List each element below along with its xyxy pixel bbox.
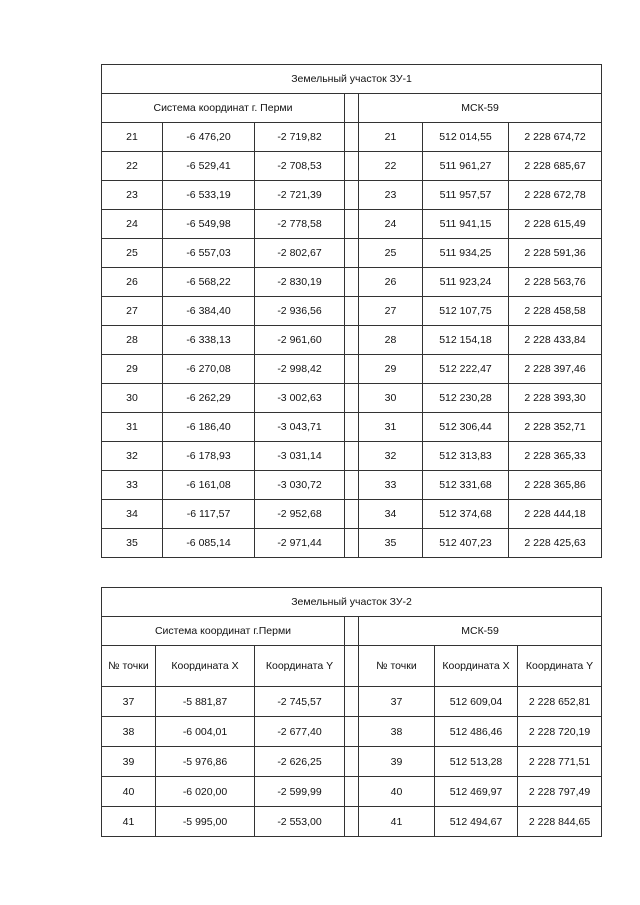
table-row — [102, 807, 602, 837]
column-gap — [345, 617, 359, 646]
coordinate-x-cell: 511 923,24 — [423, 268, 509, 297]
table-row — [102, 297, 602, 326]
point-number-cell: 28 — [102, 326, 163, 355]
coordinate-y-cell: -2 553,00 — [255, 807, 345, 837]
coordinate-y-cell: 2 228 397,46 — [509, 355, 602, 384]
point-number-cell: 34 — [359, 500, 423, 529]
coordinate-y-cell: -3 002,63 — [255, 384, 345, 413]
coordinate-x-cell: 512 331,68 — [423, 471, 509, 500]
coordinate-x-cell: 512 609,04 — [435, 687, 518, 717]
coordinate-y-cell: -2 719,82 — [255, 123, 345, 152]
table-row — [102, 413, 602, 442]
coordinate-x-cell: 512 014,55 — [423, 123, 509, 152]
column-gap — [345, 94, 359, 123]
table-row — [102, 442, 602, 471]
point-number-cell: 28 — [359, 326, 423, 355]
column-gap — [345, 268, 359, 297]
coordinate-x-cell: -6 270,08 — [163, 355, 255, 384]
column-gap — [345, 384, 359, 413]
table-row — [102, 687, 602, 717]
point-number-cell: 21 — [102, 123, 163, 152]
point-number-cell: 26 — [359, 268, 423, 297]
coordinate-y-cell: 2 228 425,63 — [509, 529, 602, 558]
point-number-cell: 30 — [359, 384, 423, 413]
coordinate-x-cell: 512 407,23 — [423, 529, 509, 558]
point-number-cell: 38 — [359, 717, 435, 747]
coordinate-x-cell: -6 568,22 — [163, 268, 255, 297]
coordinate-y-cell: -2 971,44 — [255, 529, 345, 558]
column-gap — [345, 687, 359, 717]
coordinate-y-cell: 2 228 720,19 — [518, 717, 602, 747]
point-number-cell: 25 — [102, 239, 163, 268]
point-number-cell: 33 — [102, 471, 163, 500]
point-number-cell: 35 — [359, 529, 423, 558]
point-number-cell: 27 — [102, 297, 163, 326]
point-number-cell: 37 — [359, 687, 435, 717]
point-number-cell: 22 — [359, 152, 423, 181]
coordinate-y-cell: -3 031,14 — [255, 442, 345, 471]
coordinate-y-cell: 2 228 797,49 — [518, 777, 602, 807]
column-gap — [345, 152, 359, 181]
coordinate-y-cell: 2 228 444,18 — [509, 500, 602, 529]
point-number-cell: 23 — [102, 181, 163, 210]
coordinate-x-cell: -5 881,87 — [156, 687, 255, 717]
column-gap — [345, 413, 359, 442]
point-number-cell: 39 — [359, 747, 435, 777]
coordinate-y-cell: -2 599,99 — [255, 777, 345, 807]
left-coordinate-system-header: Система координат г.Перми — [102, 617, 345, 646]
coordinate-y-cell: -2 778,58 — [255, 210, 345, 239]
coordinate-y-cell: 2 228 458,58 — [509, 297, 602, 326]
coordinate-x-cell: -6 529,41 — [163, 152, 255, 181]
right-coordinate-system-header: МСК-59 — [359, 94, 602, 123]
coordinate-x-cell: -5 976,86 — [156, 747, 255, 777]
coordinate-x-cell: -6 262,29 — [163, 384, 255, 413]
column-gap — [345, 747, 359, 777]
coordinate-y-cell: -2 626,25 — [255, 747, 345, 777]
coordinate-y-cell: -3 043,71 — [255, 413, 345, 442]
land-plot-zu2-table — [101, 587, 602, 837]
table-row — [102, 355, 602, 384]
table-row — [102, 326, 602, 355]
point-number-cell: 27 — [359, 297, 423, 326]
coordinate-y-cell: 2 228 393,30 — [509, 384, 602, 413]
coordinate-x-cell: 512 154,18 — [423, 326, 509, 355]
coordinate-y-cell: -2 952,68 — [255, 500, 345, 529]
point-number-cell: 37 — [102, 687, 156, 717]
coordinate-y-cell: 2 228 563,76 — [509, 268, 602, 297]
left-coordinate-system-header: Система координат г. Перми — [102, 94, 345, 123]
coordinate-y-cell: -2 708,53 — [255, 152, 345, 181]
coordinate-x-cell: -6 178,93 — [163, 442, 255, 471]
point-number-cell: 35 — [102, 529, 163, 558]
column-header-point-number: № точки — [359, 646, 435, 687]
coordinate-y-cell: 2 228 844,65 — [518, 807, 602, 837]
point-number-cell: 41 — [102, 807, 156, 837]
coordinate-x-cell: -6 020,00 — [156, 777, 255, 807]
coordinate-x-cell: 512 469,97 — [435, 777, 518, 807]
table-row — [102, 384, 602, 413]
coordinate-y-cell: 2 228 365,33 — [509, 442, 602, 471]
point-number-cell: 38 — [102, 717, 156, 747]
table-row — [102, 500, 602, 529]
coordinate-x-cell: -6 557,03 — [163, 239, 255, 268]
point-number-cell: 31 — [359, 413, 423, 442]
point-number-cell: 33 — [359, 471, 423, 500]
table-row — [102, 529, 602, 558]
column-gap — [345, 500, 359, 529]
coordinate-y-cell: -2 936,56 — [255, 297, 345, 326]
column-gap — [345, 807, 359, 837]
point-number-cell: 32 — [102, 442, 163, 471]
coordinate-y-cell: -2 721,39 — [255, 181, 345, 210]
column-gap — [345, 471, 359, 500]
point-number-cell: 41 — [359, 807, 435, 837]
point-number-cell: 40 — [359, 777, 435, 807]
coordinate-x-cell: -6 117,57 — [163, 500, 255, 529]
table-row — [102, 123, 602, 152]
coordinate-y-cell: 2 228 433,84 — [509, 326, 602, 355]
column-header-point-number: № точки — [102, 646, 156, 687]
coordinate-y-cell: -2 745,57 — [255, 687, 345, 717]
coordinate-y-cell: -2 998,42 — [255, 355, 345, 384]
coordinate-x-cell: 511 941,15 — [423, 210, 509, 239]
coordinate-y-cell: 2 228 685,67 — [509, 152, 602, 181]
coordinate-x-cell: 512 513,28 — [435, 747, 518, 777]
coordinate-x-cell: -5 995,00 — [156, 807, 255, 837]
column-gap — [345, 123, 359, 152]
column-gap — [345, 646, 359, 687]
column-header-coordinate-y: Координата Y — [255, 646, 345, 687]
coordinate-y-cell: -2 802,67 — [255, 239, 345, 268]
coordinate-x-cell: -6 549,98 — [163, 210, 255, 239]
coordinate-x-cell: 512 313,83 — [423, 442, 509, 471]
table-row — [102, 268, 602, 297]
point-number-cell: 24 — [359, 210, 423, 239]
coordinate-x-cell: 512 222,47 — [423, 355, 509, 384]
point-number-cell: 23 — [359, 181, 423, 210]
point-number-cell: 21 — [359, 123, 423, 152]
right-coordinate-system-header: МСК-59 — [359, 617, 602, 646]
point-number-cell: 40 — [102, 777, 156, 807]
column-header-coordinate-x: Координата X — [435, 646, 518, 687]
column-header-coordinate-x: Координата X — [156, 646, 255, 687]
point-number-cell: 24 — [102, 210, 163, 239]
coordinate-x-cell: 512 494,67 — [435, 807, 518, 837]
column-gap — [345, 529, 359, 558]
column-gap — [345, 297, 359, 326]
coordinate-x-cell: 512 306,44 — [423, 413, 509, 442]
column-gap — [345, 777, 359, 807]
column-gap — [345, 717, 359, 747]
table-row — [102, 239, 602, 268]
coordinate-y-cell: 2 228 652,81 — [518, 687, 602, 717]
point-number-cell: 29 — [359, 355, 423, 384]
coordinate-x-cell: 511 934,25 — [423, 239, 509, 268]
point-number-cell: 32 — [359, 442, 423, 471]
column-header-coordinate-y: Координата Y — [518, 646, 602, 687]
table-row — [102, 181, 602, 210]
coordinate-y-cell: 2 228 615,49 — [509, 210, 602, 239]
coordinate-y-cell: -2 677,40 — [255, 717, 345, 747]
coordinate-y-cell: 2 228 672,78 — [509, 181, 602, 210]
coordinate-x-cell: -6 085,14 — [163, 529, 255, 558]
coordinate-x-cell: 512 230,28 — [423, 384, 509, 413]
coordinate-x-cell: -6 384,40 — [163, 297, 255, 326]
land-plot-zu1-table — [101, 64, 602, 558]
point-number-cell: 26 — [102, 268, 163, 297]
coordinate-x-cell: -6 476,20 — [163, 123, 255, 152]
table-row — [102, 747, 602, 777]
coordinate-x-cell: 512 107,75 — [423, 297, 509, 326]
coordinate-y-cell: 2 228 352,71 — [509, 413, 602, 442]
coordinate-y-cell: 2 228 771,51 — [518, 747, 602, 777]
column-gap — [345, 210, 359, 239]
column-gap — [345, 181, 359, 210]
point-number-cell: 34 — [102, 500, 163, 529]
coordinate-y-cell: 2 228 365,86 — [509, 471, 602, 500]
coordinate-x-cell: 512 486,46 — [435, 717, 518, 747]
point-number-cell: 39 — [102, 747, 156, 777]
coordinate-x-cell: -6 533,19 — [163, 181, 255, 210]
coordinate-x-cell: 511 961,27 — [423, 152, 509, 181]
point-number-cell: 25 — [359, 239, 423, 268]
point-number-cell: 31 — [102, 413, 163, 442]
coordinate-x-cell: 512 374,68 — [423, 500, 509, 529]
table-title: Земельный участок ЗУ-1 — [102, 65, 602, 94]
table-row — [102, 717, 602, 747]
coordinate-y-cell: -3 030,72 — [255, 471, 345, 500]
coordinate-x-cell: 511 957,57 — [423, 181, 509, 210]
coordinate-y-cell: 2 228 674,72 — [509, 123, 602, 152]
coordinate-x-cell: -6 186,40 — [163, 413, 255, 442]
point-number-cell: 30 — [102, 384, 163, 413]
table-row — [102, 152, 602, 181]
point-number-cell: 29 — [102, 355, 163, 384]
table-row — [102, 777, 602, 807]
column-gap — [345, 239, 359, 268]
coordinate-y-cell: -2 830,19 — [255, 268, 345, 297]
coordinate-x-cell: -6 338,13 — [163, 326, 255, 355]
table-title: Земельный участок ЗУ-2 — [102, 588, 602, 617]
coordinate-y-cell: -2 961,60 — [255, 326, 345, 355]
point-number-cell: 22 — [102, 152, 163, 181]
coordinate-x-cell: -6 004,01 — [156, 717, 255, 747]
column-gap — [345, 442, 359, 471]
table-row — [102, 471, 602, 500]
coordinate-y-cell: 2 228 591,36 — [509, 239, 602, 268]
table-row — [102, 210, 602, 239]
column-gap — [345, 326, 359, 355]
column-gap — [345, 355, 359, 384]
coordinate-x-cell: -6 161,08 — [163, 471, 255, 500]
